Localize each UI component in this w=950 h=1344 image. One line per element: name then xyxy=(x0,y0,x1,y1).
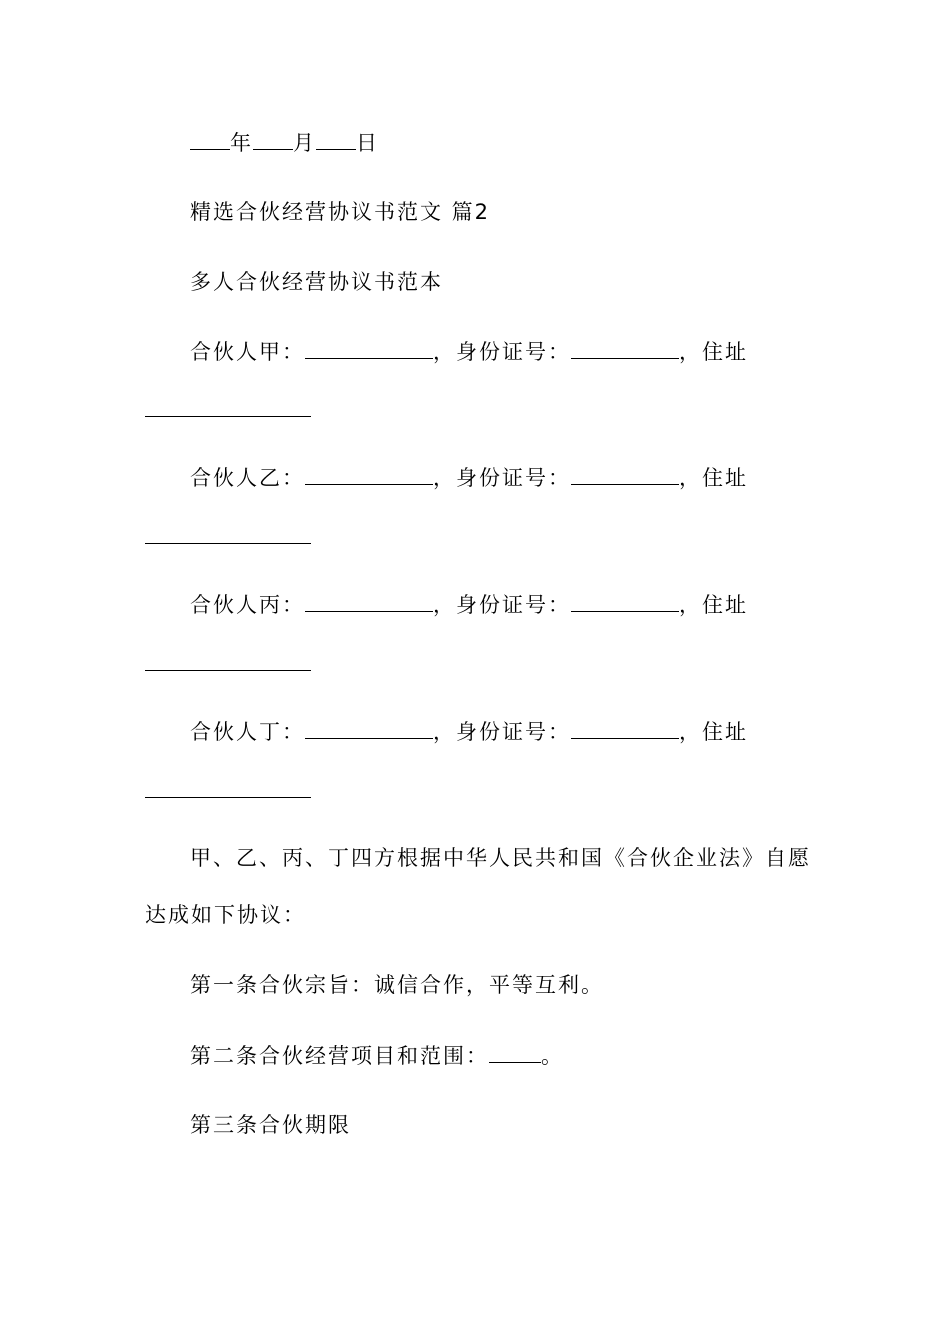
address-blank-b xyxy=(145,542,311,544)
partner-row-b xyxy=(190,462,748,493)
name-blank xyxy=(305,462,433,485)
article-2-end: 。 xyxy=(541,1044,564,1068)
address-blank-a xyxy=(145,415,311,417)
section-title: 精选合伙经营协议书范文 篇2 xyxy=(190,200,491,224)
day-label: 日 xyxy=(356,131,379,155)
partner-row-a xyxy=(190,336,748,367)
scope-blank xyxy=(489,1040,541,1063)
date-line xyxy=(190,127,379,158)
partner-row-c xyxy=(190,589,748,620)
month-label: 月 xyxy=(293,131,316,155)
partner-row-d xyxy=(190,716,748,747)
article-2-text: 第二条合伙经营项目和范围： xyxy=(190,1044,489,1068)
name-blank xyxy=(305,336,433,359)
article-1: 第一条合伙宗旨：诚信合作，平等互利。 xyxy=(190,973,604,997)
day-blank xyxy=(316,127,356,150)
article-3: 第三条合伙期限 xyxy=(190,1113,351,1137)
id-blank xyxy=(571,462,679,485)
preamble-line-1: 甲、乙、丙、丁四方根据中华人民共和国《合伙企业法》自愿 xyxy=(190,846,811,870)
address-label: ，住址 xyxy=(679,466,748,490)
address-blank-d xyxy=(145,796,311,798)
partner-label: 合伙人甲： xyxy=(190,340,305,364)
id-blank xyxy=(571,716,679,739)
id-label: ，身份证号： xyxy=(433,466,571,490)
partner-label: 合伙人丙： xyxy=(190,593,305,617)
id-label: ，身份证号： xyxy=(433,340,571,364)
preamble-line-2: 达成如下协议： xyxy=(145,903,306,927)
article-2 xyxy=(190,1040,564,1071)
id-label: ，身份证号： xyxy=(433,593,571,617)
address-label: ，住址 xyxy=(679,593,748,617)
id-label: ，身份证号： xyxy=(433,720,571,744)
name-blank xyxy=(305,589,433,612)
id-blank xyxy=(571,589,679,612)
partner-label: 合伙人乙： xyxy=(190,466,305,490)
doc-title: 多人合伙经营协议书范本 xyxy=(190,270,443,294)
name-blank xyxy=(305,716,433,739)
year-label: 年 xyxy=(230,131,253,155)
month-blank xyxy=(253,127,293,150)
address-label: ，住址 xyxy=(679,340,748,364)
partner-label: 合伙人丁： xyxy=(190,720,305,744)
year-blank xyxy=(190,127,230,150)
address-label: ，住址 xyxy=(679,720,748,744)
id-blank xyxy=(571,336,679,359)
address-blank-c xyxy=(145,669,311,671)
